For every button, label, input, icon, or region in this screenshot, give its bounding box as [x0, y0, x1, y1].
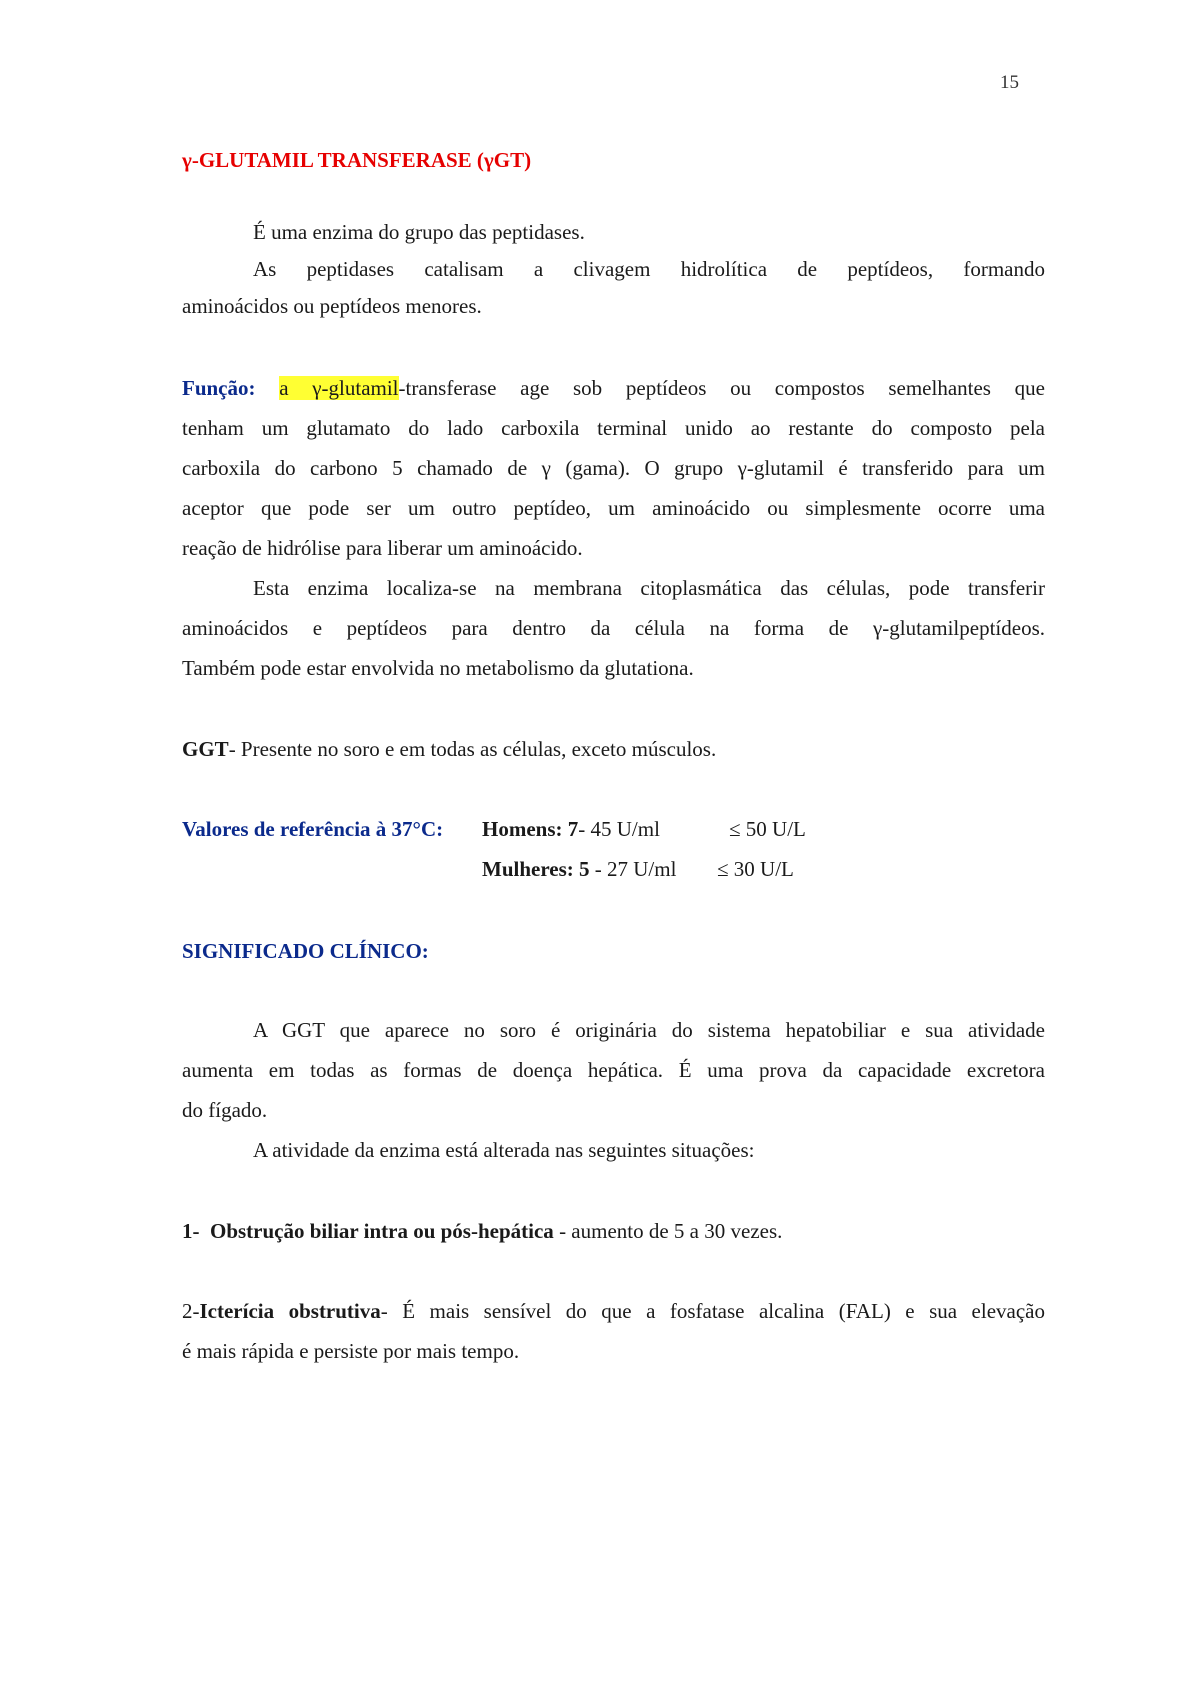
- list-item-1: [182, 1217, 782, 1245]
- men-min: 7: [567, 817, 579, 841]
- funcao-line-2: tenham um glutamato do lado carboxila terminal unido ao restante do composto pela: [182, 416, 1045, 440]
- page-number: 15: [1000, 72, 1019, 93]
- reference-men: [482, 815, 660, 843]
- funcao-line-1-text: -transferase age sob peptídeos ou compostos semelhantes que: [398, 376, 1045, 400]
- localizacao-line-3: Também pode estar envolvida no metabolismo da glutationa.: [182, 656, 694, 680]
- list-item-2-line-2: é mais rápida e persiste por mais tempo.: [182, 1339, 520, 1363]
- men-range: - 45 U/ml: [578, 817, 660, 841]
- women-range: - 27 U/ml: [589, 857, 677, 881]
- section-title: γ-GLUTAMIL TRANSFERASE (γGT): [182, 148, 532, 172]
- ggt-label: GGT: [182, 737, 229, 761]
- funcao-line-5: reação de hidrólise para liberar um aminoácido.: [182, 536, 583, 560]
- list-item-2-title: Icterícia obstrutiva: [199, 1299, 381, 1323]
- clinical-p1-line-2: aumenta em todas as formas de doença hepática. É uma prova da capacidade excretora: [182, 1058, 1045, 1082]
- men-label: Homens:: [482, 817, 563, 841]
- clinical-p1-line-3: do fígado.: [182, 1098, 268, 1122]
- list-item-1-number: 1-: [182, 1219, 210, 1243]
- ggt-text: - Presente no soro e em todas as células, exceto músculos.: [228, 737, 717, 761]
- women-min: 5: [579, 857, 590, 881]
- women-label: Mulheres:: [482, 857, 574, 881]
- highlighted-text: a γ-glutamil: [279, 376, 399, 400]
- list-item-2-number: 2-: [182, 1299, 200, 1323]
- localizacao-line-2: aminoácidos e peptídeos para dentro da célula na forma de γ-glutamilpeptídeos.: [182, 616, 1045, 640]
- funcao-line-4: aceptor que pode ser um outro peptídeo, um aminoácido ou simplesmente ocorre uma: [182, 496, 1045, 520]
- ggt-line: [182, 735, 716, 763]
- funcao-line-1: [182, 374, 1045, 402]
- list-item-1-text: - aumento de 5 a 30 vezes.: [553, 1219, 783, 1243]
- reference-label: Valores de referência à 37°C:: [182, 817, 444, 841]
- intro-line-2: As peptidases catalisam a clivagem hidrolítica de peptídeos, formando: [253, 257, 1045, 281]
- document-page: [182, 0, 1045, 1698]
- clinical-heading: SIGNIFICADO CLÍNICO:: [182, 939, 429, 963]
- localizacao-line-1: Esta enzima localiza-se na membrana citoplasmática das células, pode transferir: [253, 576, 1045, 600]
- men-limit: ≤ 50 U/L: [729, 817, 806, 841]
- women-limit: ≤ 30 U/L: [717, 857, 794, 881]
- intro-line-1: É uma enzima do grupo das peptidases.: [253, 220, 585, 244]
- clinical-p1-line-1: A GGT que aparece no soro é originária do sistema hepatobiliar e sua atividade: [253, 1018, 1045, 1042]
- list-item-2: [182, 1297, 1045, 1325]
- funcao-line-3: carboxila do carbono 5 chamado de γ (gama). O grupo γ-glutamil é transferido para um: [182, 456, 1045, 480]
- clinical-p2: A atividade da enzima está alterada nas seguintes situações:: [253, 1138, 755, 1162]
- intro-line-3: aminoácidos ou peptídeos menores.: [182, 294, 482, 318]
- funcao-label: Função:: [182, 376, 256, 400]
- list-item-1-title: Obstrução biliar intra ou pós-hepática: [210, 1219, 554, 1243]
- reference-women: [482, 855, 676, 883]
- list-item-2-text: - É mais sensível do que a fosfatase alcalina (FAL) e sua elevação: [380, 1299, 1045, 1323]
